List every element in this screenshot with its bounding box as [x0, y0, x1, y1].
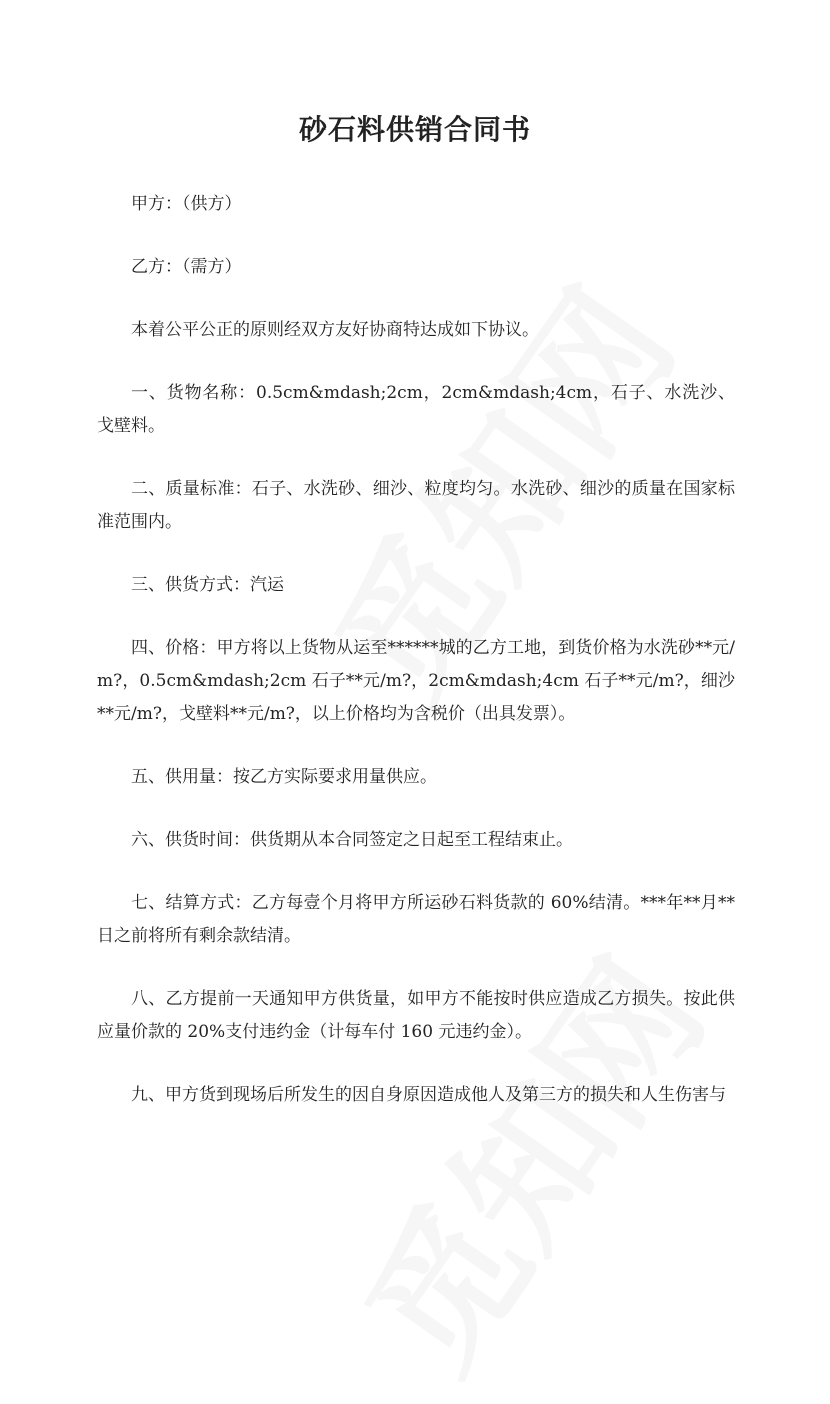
- clause-delivery-method: 三、供货方式：汽运: [131, 575, 284, 595]
- clause-settlement: 七、结算方式：乙方每壹个月将甲方所运砂石料货款的 60%结清。***年**月**日之前将所有剩余款结清。: [97, 893, 735, 946]
- document-title: 砂石料供销合同书: [298, 113, 531, 146]
- party-b: 乙方：（需方）: [131, 257, 242, 277]
- clause-goods: 一、货物名称：0.5cm&mdash;2cm，2cm&mdash;4cm，石子、水洗沙、戈壁料。: [97, 383, 735, 436]
- party-a: 甲方：（供方）: [131, 194, 242, 214]
- document-body: [97, 188, 735, 1142]
- clause-price: 四、价格：甲方将以上货物从运至******城的乙方工地，到货价格为水洗砂**元/m?，0.5cm&mdash;2cm 石子**元/m?，2cm&mdash;4cm 石子**元/m?，细沙**元/m?，戈壁料**元/m?，以上价格均为含税价（出具发票）。: [97, 638, 735, 724]
- clause-liability: 九、甲方货到现场后所发生的因自身原因造成他人及第三方的损失和人生伤害与: [131, 1085, 726, 1105]
- clause-quantity: 五、供用量：按乙方实际要求用量供应。: [131, 767, 437, 787]
- clause-delivery-time: 六、供货时间：供货期从本合同签定之日起至工程结束止。: [131, 830, 573, 850]
- clause-notice: 八、乙方提前一天通知甲方供货量，如甲方不能按时供应造成乙方损失。按此供应量价款的 20%支付违约金（计每车付 160 元违约金）。: [97, 989, 735, 1042]
- preamble: 本着公平公正的原则经双方友好协商特达成如下协议。: [131, 320, 539, 340]
- clause-quality: 二、质量标准：石子、水洗砂、细沙、粒度均匀。水洗砂、细沙的质量在国家标准范围内。: [97, 479, 735, 532]
